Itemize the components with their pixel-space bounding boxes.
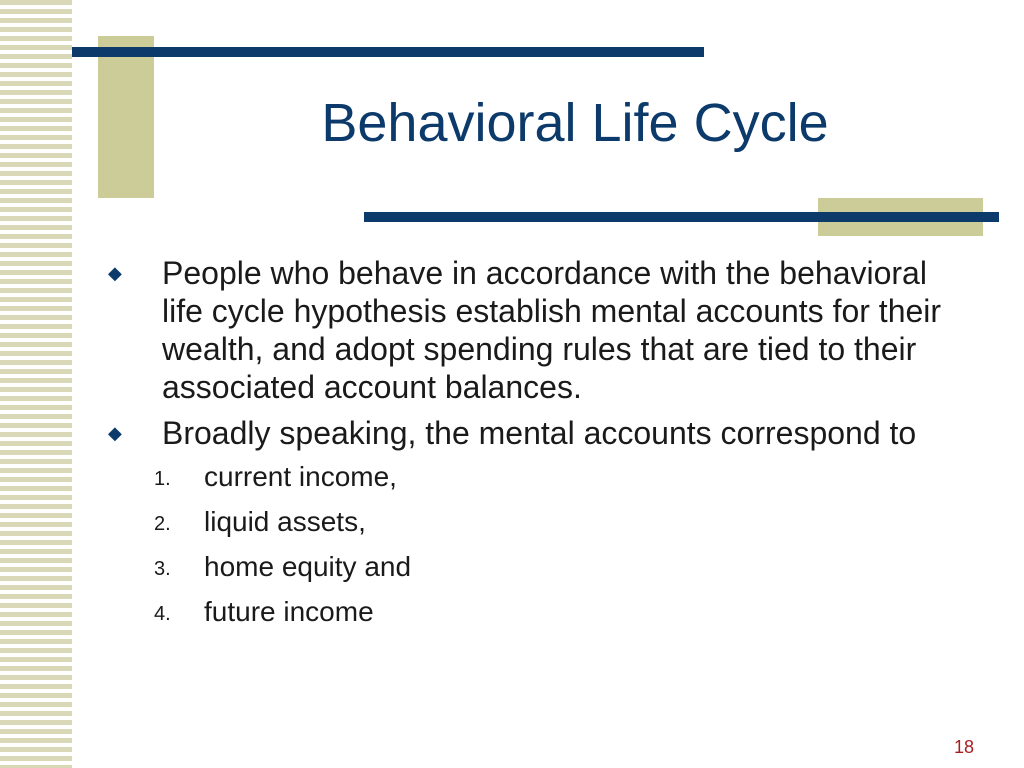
item-number: 2. (154, 513, 171, 535)
item-text: future income (204, 596, 374, 627)
item-text: liquid assets, (204, 506, 366, 537)
title-rule-bottom (364, 212, 999, 222)
item-number: 4. (154, 603, 171, 625)
slide-body (100, 254, 960, 640)
bullet-text: People who behave in accordance with the behavioral life cycle hypothesis establish mental accounts for their wealth, and adopt spending rules that are tied to their associated account balances. (162, 255, 942, 405)
item-text: current income, (204, 461, 397, 492)
bullet-item (100, 254, 960, 406)
title-rule-top (72, 47, 704, 57)
bullet-item (100, 414, 960, 452)
numbered-item (100, 595, 960, 629)
numbered-item (100, 505, 960, 539)
item-text: home equity and (204, 551, 412, 582)
numbered-item (100, 460, 960, 494)
item-number: 1. (154, 468, 171, 490)
decorative-stripe-band (0, 0, 72, 768)
numbered-item (100, 550, 960, 584)
slide-title: Behavioral Life Cycle (321, 93, 829, 153)
page-number: 18 (953, 737, 974, 757)
decorative-tan-block-left (98, 36, 154, 198)
numbered-list (100, 460, 960, 629)
diamond-bullet-icon: ◆ (108, 263, 122, 283)
bullet-text: Broadly speaking, the mental accounts correspond to (162, 415, 917, 451)
diamond-bullet-icon: ◆ (108, 423, 122, 443)
item-number: 3. (154, 558, 171, 580)
